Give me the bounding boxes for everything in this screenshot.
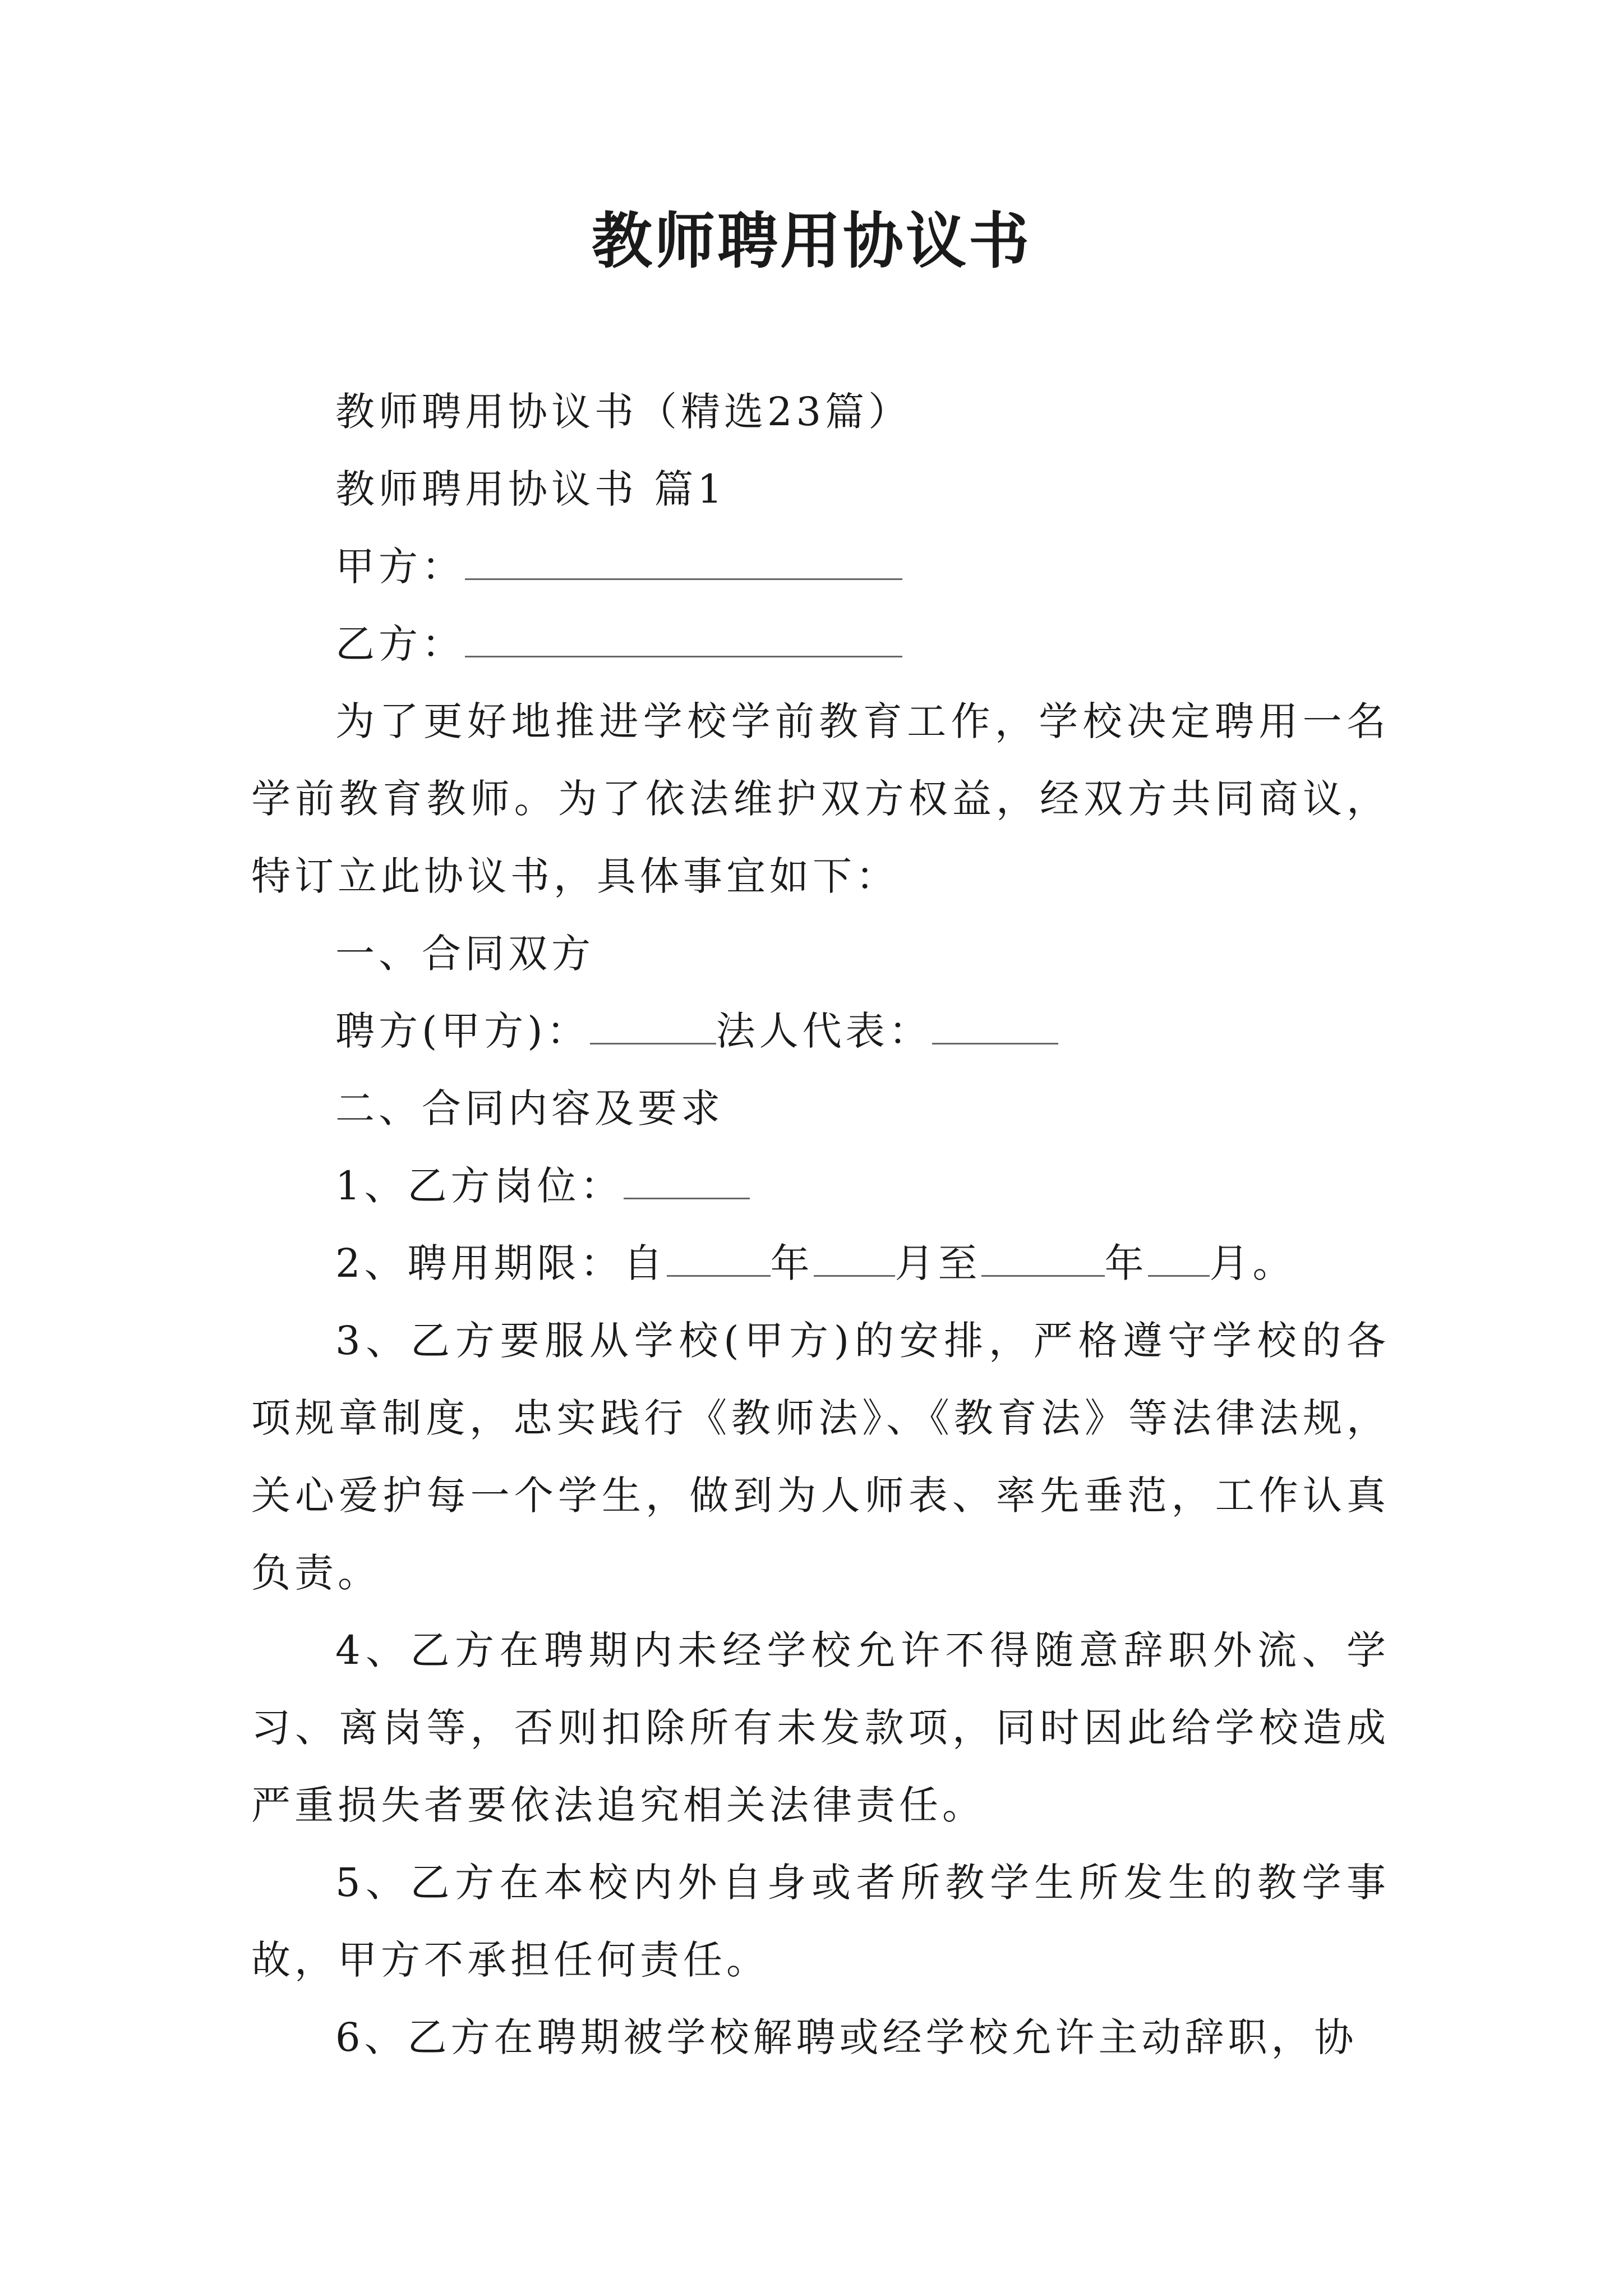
section-2-heading: 二、合同内容及要求 [335,1085,724,1131]
item-5-paragraph: 5、乙方在本校内外自身或者所教学生所发生的教学事故，甲方不承担任何责任。 [251,1860,1390,1983]
start-month-blank [814,1229,895,1277]
section-1-heading: 一、合同双方 [335,931,594,977]
end-year-blank [981,1229,1105,1277]
party-b-label: 乙方： [335,621,465,667]
start-year-blank [667,1229,771,1277]
position-blank [624,1152,750,1199]
month-to-label: 月至 [895,1240,981,1286]
item-2-end: 月。 [1209,1240,1296,1286]
end-month-blank [1148,1229,1210,1277]
legal-rep-blank [932,997,1058,1045]
item-6-paragraph: 6、乙方在聘期被学校解聘或经学校允许主动辞职，协 [335,2014,1358,2060]
employer-line [251,992,1390,1070]
party-b-line [251,605,1390,683]
item-1-label: 1、乙方岗位： [335,1163,624,1209]
item-3-paragraph: 3、乙方要服从学校(甲方)的安排，严格遵守学校的各项规章制度，忠实践行《教师法》、《教育法》等法律法规，关心爱护每一个学生，做到为人师表、率先垂范，工作认真负责。 [251,1318,1390,1596]
year-label-1: 年 [770,1240,814,1286]
item-2-prefix: 2、聘用期限：自 [335,1240,667,1286]
document-title: 教师聘用协议书 [591,206,1031,277]
party-b-blank [465,610,902,657]
party-a-blank [465,532,902,580]
item-2-line [251,1225,1390,1302]
item-1-line [251,1147,1390,1225]
subtitle-line: 教师聘用协议书（精选23篇） [335,389,912,435]
party-a-line [251,528,1390,605]
item-4-paragraph: 4、乙方在聘期内未经学校允许不得随意辞职外流、学习、离岗等，否则扣除所有未发款项，同时因此给学校造成严重损失者要依法追究相关法律责任。 [251,1627,1390,1828]
document-body [251,373,1390,2076]
employer-blank [590,997,716,1045]
chapter-heading: 教师聘用协议书 篇1 [335,466,726,512]
intro-paragraph: 为了更好地推进学校学前教育工作，学校决定聘用一名学前教育教师。为了依法维护双方权益，经双方共同商议，特订立此协议书，具体事宜如下： [251,698,1390,899]
employer-label: 聘方(甲方)： [335,1008,590,1054]
legal-rep-label: 法人代表： [716,1008,932,1054]
year-label-2: 年 [1104,1240,1148,1286]
party-a-label: 甲方： [335,544,465,590]
